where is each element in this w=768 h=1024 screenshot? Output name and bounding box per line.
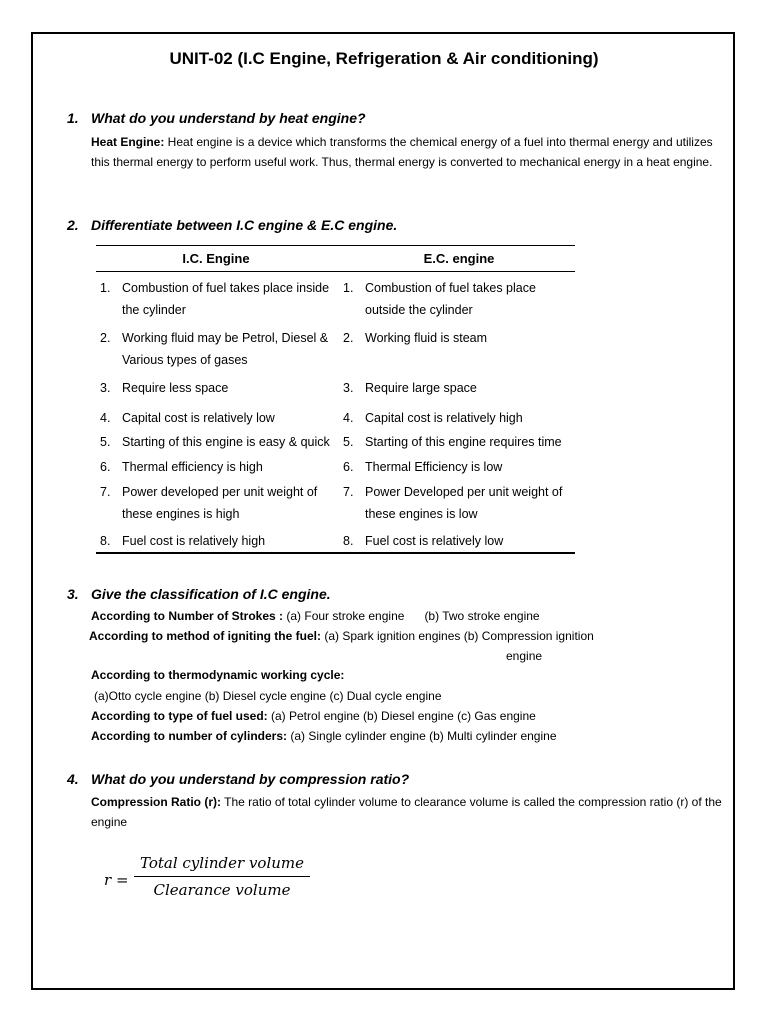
ec-cell: Require large space [365, 381, 477, 395]
answer-4 [91, 792, 731, 832]
question-1-text: What do you understand by heat engine? [91, 110, 366, 126]
question-2-text: Differentiate between I.C engine & E.C engine. [91, 217, 398, 233]
ic-cell: Starting of this engine is easy & quick [122, 435, 330, 449]
question-2 [67, 217, 397, 233]
ic-cell: Fuel cost is relatively high [122, 534, 266, 548]
classification-cylinders [91, 729, 557, 743]
row-number: 5. [343, 435, 354, 449]
igniting-continuation: engine [506, 649, 543, 663]
comparison-table [96, 245, 575, 554]
table-header [96, 246, 575, 272]
fraction-bar [134, 876, 310, 877]
ic-cell: Working fluid may be Petrol, Diesel & Various types of gases [122, 331, 329, 367]
answer-1-text: Heat engine is a device which transforms the chemical energy of a fuel into thermal energy and utilizes this thermal energy to perform useful work. Thus, thermal energy is converted to mechanical energy in a heat engine. [91, 135, 713, 169]
row-number: 6. [343, 460, 354, 474]
answer-4-text: The ratio of total cylinder volume to clearance volume is called the compression ratio (r) of the engine [91, 795, 722, 829]
row-number: 3. [343, 381, 354, 395]
question-3-number: 3. [67, 586, 79, 602]
strokes-b: (b) Two stroke engine [424, 609, 540, 623]
row-number: 8. [343, 534, 354, 548]
row-number: 1. [100, 281, 111, 295]
question-2-number: 2. [67, 217, 79, 233]
ec-cell: Working fluid is steam [365, 331, 488, 345]
ec-cell: Fuel cost is relatively low [365, 534, 504, 548]
row-number: 4. [100, 411, 111, 425]
answer-4-term: Compression Ratio (r): [91, 795, 222, 809]
ic-cell: Capital cost is relatively low [122, 411, 275, 425]
answer-1 [91, 132, 731, 172]
question-1 [67, 110, 366, 126]
classification-igniting [89, 629, 594, 643]
ec-cell: Capital cost is relatively high [365, 411, 523, 425]
ic-cell: Combustion of fuel takes place inside the cylinder [122, 281, 330, 317]
thermo-text: (a)Otto cycle engine (b) Diesel cycle engine (c) Dual cycle engine [94, 689, 442, 703]
row-number: 5. [100, 435, 111, 449]
row-number: 4. [343, 411, 354, 425]
header-ec-engine: E.C. engine [423, 251, 495, 266]
row-number: 7. [343, 485, 354, 499]
ic-cell: Require less space [122, 381, 229, 395]
question-3 [67, 586, 331, 602]
row-number: 1. [343, 281, 354, 295]
page-title: UNIT-02 (I.C Engine, Refrigeration & Air conditioning) [169, 49, 599, 68]
cylinders-text: (a) Single cylinder engine (b) Multi cylinder engine [287, 729, 557, 743]
row-number: 3. [100, 381, 111, 395]
strokes-label: According to Number of Strokes : [91, 609, 287, 623]
answer-1-term: Heat Engine: [91, 135, 165, 149]
igniting-text: (a) Spark ignition engines (b) Compression ignition [320, 629, 594, 643]
thermo-label: According to thermodynamic working cycle: [91, 668, 345, 682]
row-number: 6. [100, 460, 111, 474]
classification-fuel [91, 709, 536, 723]
question-3-text: Give the classification of I.C engine. [91, 586, 331, 602]
question-4-number: 4. [67, 771, 79, 787]
header-ic-engine: I.C. Engine [182, 251, 250, 266]
formula-fraction [134, 852, 310, 901]
row-number: 7. [100, 485, 111, 499]
fuel-label: According to type of fuel used: [91, 709, 268, 723]
ec-cell: Starting of this engine requires time [365, 435, 562, 449]
ec-cell: Power Developed per unit weight of these engines is low [365, 485, 563, 521]
ec-cell: Combustion of fuel takes place outside the cylinder [365, 281, 536, 317]
ic-cell: Power developed per unit weight of these engines is high [122, 485, 318, 521]
formula-numerator: Total cylinder volume [139, 854, 305, 872]
ic-cell: Thermal efficiency is high [122, 460, 263, 474]
cylinders-label: According to number of cylinders: [91, 729, 288, 743]
fuel-text: (a) Petrol engine (b) Diesel engine (c) Gas engine [267, 709, 536, 723]
row-number: 2. [343, 331, 354, 345]
igniting-label: According to method of igniting the fuel: [89, 629, 321, 643]
question-4-text: What do you understand by compression ratio? [91, 771, 410, 787]
row-number: 8. [100, 534, 111, 548]
ec-cell: Thermal Efficiency is low [365, 460, 503, 474]
classification-strokes [91, 609, 540, 623]
strokes-a: (a) Four stroke engine [286, 609, 405, 623]
question-1-number: 1. [67, 110, 79, 126]
row-number: 2. [100, 331, 111, 345]
formula-denominator: Clearance volume [153, 881, 291, 899]
question-4 [67, 771, 409, 787]
formula-lhs: r = [104, 871, 129, 889]
